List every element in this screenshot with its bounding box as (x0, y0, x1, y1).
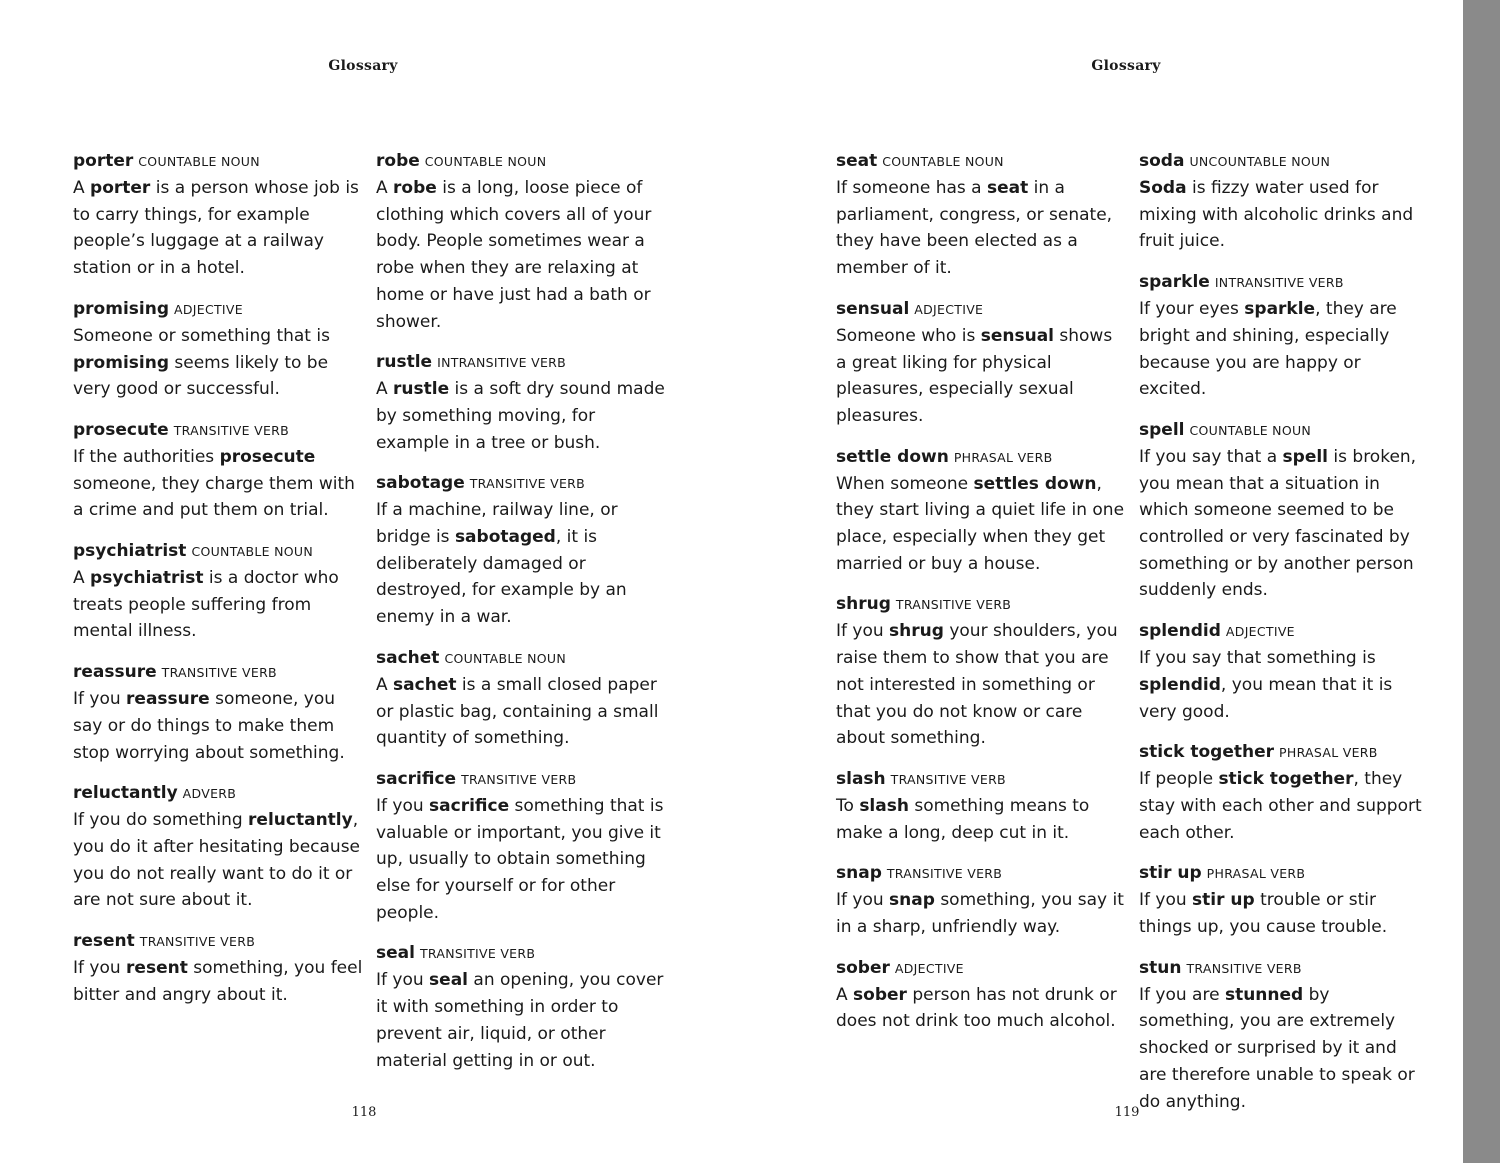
definition (836, 982, 1126, 1035)
entry-headline (836, 860, 1126, 887)
definition-text: shows a great liking for physical pleasures, especially sexual pleasures. (836, 325, 1113, 426)
entry-headline (73, 417, 363, 444)
definition-text: , you mean that it is very good. (1139, 674, 1393, 722)
definition-text: If you say that a (1139, 446, 1283, 467)
entry-headline (1139, 417, 1429, 444)
entry-headline (376, 766, 666, 793)
definition-term: seal (429, 970, 468, 991)
entry-headline (1139, 860, 1429, 887)
definition-term: stir up (1192, 890, 1255, 911)
definition-term: splendid (1139, 674, 1221, 695)
glossary-entry (73, 928, 363, 1008)
glossary-entry (1139, 148, 1429, 255)
definition-text: something means to make a long, deep cut in it. (836, 795, 1090, 843)
definition-term: reassure (126, 689, 210, 710)
page-number: 118 (351, 1105, 377, 1120)
headword: psychiatrist (73, 541, 187, 562)
glossary-column (1139, 148, 1429, 1129)
definition-text: something that is valuable or important, you give it up, usually to obtain something else for yourself or for other people. (376, 795, 664, 923)
entry-headline (73, 148, 363, 175)
glossary-entry (1139, 739, 1429, 846)
part-of-speech: TRANSITIVE VERB (419, 946, 536, 962)
part-of-speech: TRANSITIVE VERB (139, 934, 256, 950)
definition-text: When someone (836, 473, 974, 494)
definition-text: If you (73, 689, 127, 710)
glossary-entry (836, 860, 1126, 940)
part-of-speech: INTRANSITIVE VERB (437, 355, 567, 371)
glossary-entry (376, 470, 666, 631)
definition (836, 793, 1126, 846)
definition (836, 471, 1126, 578)
running-head: Glossary (1091, 58, 1161, 74)
headword: rustle (376, 352, 433, 373)
definition-text: , they are bright and shining, especially because you are happy or excited. (1139, 299, 1397, 400)
entry-headline (73, 296, 363, 323)
definition-term: sabotaged (454, 527, 556, 548)
definition-text: something, you feel bitter and angry about it. (73, 958, 363, 1005)
headword: sober (836, 957, 890, 978)
glossary-entry (836, 591, 1126, 752)
headword: sacrifice (376, 768, 457, 789)
definition-term: sachet (393, 674, 457, 695)
part-of-speech: PHRASAL VERB (1206, 866, 1306, 882)
entry-headline (836, 591, 1126, 618)
headword: sensual (836, 298, 910, 319)
glossary-entry (836, 955, 1126, 1035)
definition (73, 323, 363, 403)
definition (836, 887, 1126, 940)
definition-text: If you (376, 970, 430, 991)
page-number: 119 (1114, 1105, 1140, 1120)
entry-headline (836, 148, 1126, 175)
definition (73, 686, 363, 766)
headword: stick together (1139, 742, 1275, 763)
part-of-speech: TRANSITIVE VERB (1186, 960, 1302, 976)
part-of-speech: TRANSITIVE VERB (461, 771, 577, 787)
part-of-speech: COUNTABLE NOUN (882, 154, 1004, 169)
definition-term: reluctantly (248, 810, 353, 831)
glossary-entry (73, 780, 363, 914)
definition-text: If you (836, 621, 890, 642)
definition-term: promising (73, 352, 169, 373)
definition-text: If people (1139, 769, 1219, 790)
headword: sabotage (376, 473, 465, 494)
headword: porter (73, 151, 134, 171)
definition (376, 672, 666, 752)
headword: seal (376, 943, 415, 964)
part-of-speech: COUNTABLE NOUN (1189, 422, 1312, 438)
part-of-speech: COUNTABLE NOUN (424, 154, 547, 169)
part-of-speech: TRANSITIVE VERB (890, 771, 1006, 787)
headword: snap (836, 863, 882, 884)
part-of-speech: ADJECTIVE (894, 960, 964, 976)
definition-text: A (376, 379, 394, 400)
entry-headline (836, 444, 1126, 471)
definition-text: is fizzy water used for mixing with alcoholic drinks and fruit juice. (1139, 178, 1414, 252)
definition (376, 967, 666, 1074)
definition (1139, 645, 1429, 725)
glossary-entry (73, 296, 363, 403)
definition-text: is a small closed paper or plastic bag, containing a small quantity of something. (376, 674, 659, 749)
definition-text: is a soft dry sound made by something moving, for example in a tree or bush. (376, 379, 665, 453)
definition-term: rustle (393, 379, 450, 400)
definition-text: is a long, loose piece of clothing which covers all of your body. People sometimes wear a robe when they are relaxing at home or have just had a bath or shower. (376, 178, 652, 332)
definition-text: person has not drunk or does not drink too much alcohol. (836, 984, 1117, 1032)
part-of-speech: ADJECTIVE (914, 301, 984, 317)
left-page (0, 0, 730, 1163)
entry-headline (376, 148, 666, 175)
definition-text: If someone has a (836, 178, 987, 198)
headword: robe (376, 151, 420, 171)
definition-term: sacrifice (429, 795, 510, 816)
definition-text: If you do something (73, 810, 249, 831)
headword: sachet (376, 647, 440, 668)
headword: spell (1139, 419, 1185, 440)
entry-headline (836, 955, 1126, 982)
glossary-column (376, 148, 666, 1088)
definition (376, 793, 666, 927)
headword: slash (836, 768, 886, 789)
glossary-entry (1139, 955, 1429, 1116)
definition-term: stunned (1224, 984, 1304, 1005)
glossary-entry (73, 417, 363, 524)
part-of-speech: TRANSITIVE VERB (161, 665, 277, 681)
headword: soda (1139, 151, 1185, 171)
definition-text: is a person whose job is to carry things, for example people’s luggage at a railway station or in a hotel. (73, 178, 359, 279)
definition (73, 175, 363, 282)
definition-term: settles down (973, 473, 1097, 494)
definition-text: something, you say it in a sharp, unfriendly way. (836, 890, 1124, 938)
glossary-entry (1139, 269, 1429, 403)
definition-text: in a parliament, congress, or senate, they have been elected as a member of it. (836, 178, 1113, 279)
definition (836, 618, 1126, 752)
definition-text: , you do it after hesitating because you do not really want to do it or are not sure about it. (73, 810, 361, 911)
definition-text: an opening, you cover it with something in order to prevent air, liquid, or other material getting in or out. (376, 970, 664, 1071)
part-of-speech: ADJECTIVE (174, 301, 243, 317)
headword: stun (1139, 957, 1182, 978)
definition-term: porter (90, 178, 151, 198)
entry-headline (376, 349, 666, 376)
definition-term: robe (393, 178, 437, 198)
glossary-entry (836, 296, 1126, 430)
definition-text: If your eyes (1139, 299, 1245, 320)
definition (376, 497, 666, 631)
headword: shrug (836, 594, 891, 615)
definition-text: A (376, 674, 394, 695)
page-edge-strip (1463, 0, 1500, 1163)
definition-term: shrug (889, 621, 944, 642)
part-of-speech: ADJECTIVE (1225, 624, 1295, 640)
part-of-speech: COUNTABLE NOUN (191, 544, 314, 560)
definition (1139, 766, 1429, 846)
glossary-entry (836, 444, 1126, 578)
definition-term: Soda (1139, 178, 1187, 198)
definition-text: If the authorities (73, 446, 220, 467)
headword: resent (73, 931, 135, 952)
headword: reluctantly (73, 783, 178, 804)
part-of-speech: INTRANSITIVE VERB (1214, 275, 1344, 291)
definition (836, 323, 1126, 430)
definition-term: slash (859, 795, 909, 816)
definition-text: , they start living a quiet life in one place, especially when they get married or buy a house. (836, 473, 1125, 574)
definition-text: A (73, 568, 91, 589)
entry-headline (376, 645, 666, 672)
definition (1139, 175, 1429, 255)
definition-text: If you (73, 958, 127, 979)
definition-text: , they stay with each other and support each other. (1139, 769, 1422, 843)
headword: stir up (1139, 863, 1202, 884)
definition-text: If you are (1139, 984, 1225, 1005)
headword: sparkle (1139, 272, 1210, 293)
part-of-speech: UNCOUNTABLE NOUN (1189, 154, 1331, 169)
glossary-entry (376, 766, 666, 927)
entry-headline (73, 780, 363, 807)
glossary-column (73, 148, 363, 1022)
definition-text: If you (1139, 890, 1193, 911)
definition-text: is a doctor who treats people suffering from mental illness. (73, 568, 339, 642)
definition-term: sensual (980, 325, 1054, 346)
part-of-speech: ADVERB (182, 786, 237, 802)
definition (1139, 444, 1429, 604)
entry-headline (836, 766, 1126, 793)
part-of-speech: PHRASAL VERB (1279, 745, 1378, 761)
entry-headline (836, 296, 1126, 323)
definition (836, 175, 1126, 282)
entry-headline (376, 940, 666, 967)
part-of-speech: COUNTABLE NOUN (138, 154, 260, 169)
part-of-speech: COUNTABLE NOUN (444, 650, 567, 666)
part-of-speech: TRANSITIVE VERB (469, 476, 586, 492)
headword: splendid (1139, 621, 1221, 642)
definition-term: snap (889, 890, 935, 911)
definition (73, 565, 363, 645)
definition (73, 807, 363, 914)
entry-headline (1139, 955, 1429, 982)
definition-text: seems likely to be very good or successful. (73, 352, 329, 400)
part-of-speech: TRANSITIVE VERB (895, 597, 1012, 613)
definition-text: someone, you say or do things to make them stop worrying about something. (73, 689, 345, 763)
headword: settle down (836, 446, 949, 467)
definition-text: by something, you are extremely shocked or surprised by it and are therefore unable to speak or do anything. (1139, 984, 1415, 1112)
definition-text: To (836, 795, 860, 816)
definition-text: Someone or something that is (73, 325, 330, 346)
glossary-entry (376, 940, 666, 1074)
glossary-entry (376, 148, 666, 335)
glossary-entry (73, 538, 363, 645)
definition (1139, 887, 1429, 940)
definition-text: If you (836, 890, 890, 911)
definition-term: spell (1282, 446, 1329, 467)
definition-term: stick together (1218, 769, 1354, 790)
definition-text: If you say that something is (1139, 648, 1376, 669)
headword: seat (836, 151, 878, 171)
entry-headline (73, 928, 363, 955)
glossary-column (836, 148, 1126, 1049)
running-head: Glossary (328, 58, 398, 74)
definition-term: sober (853, 984, 907, 1005)
definition-term: psychiatrist (90, 568, 204, 589)
definition (376, 376, 666, 456)
definition-term: seat (987, 178, 1029, 198)
entry-headline (1139, 269, 1429, 296)
definition (376, 175, 666, 335)
part-of-speech: PHRASAL VERB (953, 449, 1053, 465)
definition (1139, 982, 1429, 1116)
entry-headline (1139, 739, 1429, 766)
glossary-entry (73, 148, 363, 282)
glossary-entry (836, 766, 1126, 846)
definition-text: , it is deliberately damaged or destroyed, for example by an enemy in a war. (376, 527, 627, 628)
entry-headline (73, 659, 363, 686)
definition-text: someone, they charge them with a crime and put them on trial. (73, 473, 355, 521)
glossary-entry (73, 659, 363, 766)
headword: promising (73, 298, 169, 319)
part-of-speech: TRANSITIVE VERB (886, 866, 1003, 882)
right-page (763, 0, 1463, 1163)
entry-headline (1139, 618, 1429, 645)
definition (73, 444, 363, 524)
glossary-entry (1139, 618, 1429, 725)
definition-term: prosecute (219, 446, 316, 467)
headword: prosecute (73, 419, 169, 440)
definition (1139, 296, 1429, 403)
entry-headline (73, 538, 363, 565)
definition-term: sparkle (1244, 299, 1316, 320)
definition (73, 955, 363, 1008)
definition-text: If a machine, railway line, or bridge is (376, 500, 618, 548)
definition-text: your shoulders, you raise them to show that you are not interested in something or that you do not know or care about something. (836, 621, 1118, 749)
glossary-entry (1139, 417, 1429, 604)
definition-text: A (836, 984, 854, 1005)
headword: reassure (73, 662, 157, 683)
definition-text: is broken, you mean that a situation in which someone seemed to be controlled or very fascinated by something or by another person suddenly ends. (1139, 446, 1417, 601)
definition-text: trouble or stir things up, you cause trouble. (1139, 890, 1388, 938)
definition-term: resent (126, 958, 188, 979)
entry-headline (1139, 148, 1429, 175)
glossary-entry (376, 645, 666, 752)
definition-text: A (73, 178, 91, 198)
glossary-entry (376, 349, 666, 456)
definition-text: Someone who is (836, 325, 981, 346)
definition-text: A (376, 178, 394, 198)
entry-headline (376, 470, 666, 497)
glossary-entry (836, 148, 1126, 282)
glossary-entry (1139, 860, 1429, 940)
part-of-speech: TRANSITIVE VERB (173, 422, 290, 438)
definition-text: If you (376, 795, 430, 816)
